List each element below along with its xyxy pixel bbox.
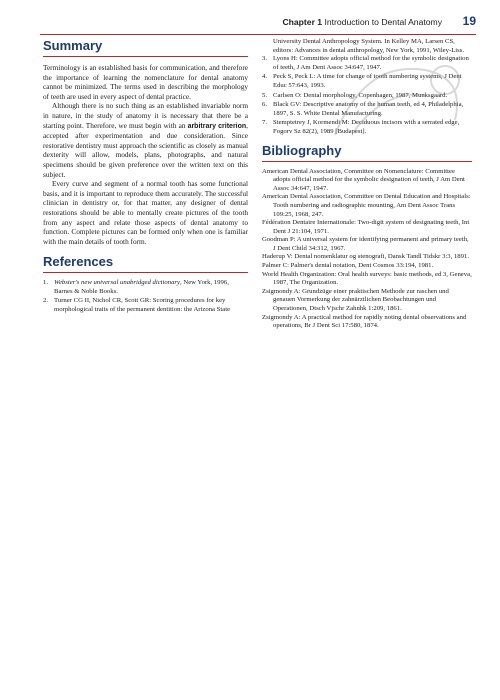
reference-item — [262, 73, 472, 90]
references-list-continued — [262, 55, 472, 136]
chapter-label: Chapter 1 — [282, 17, 323, 27]
header-text — [282, 17, 442, 27]
reference-number: 1. — [43, 279, 49, 287]
bibliography-item: Fédération Dentaire Internationale: Two-digit system of designating teeth, Int Dent J 21:104, 1971. — [262, 219, 470, 235]
bibliography-item: Haderup V: Dental nomenklatur og stenografi, Dansk Tandl Tidskr 3:3, 1891. — [262, 253, 470, 261]
reference-number: 6. — [262, 101, 268, 109]
bibliography-item: Zsigmondy A: Grundzüge einer praktischen Methode zur raschen und genauen Vormerkung der zahnärztlichen Beobachtungen und Operationen, Dtsch Vjschr Zahnhk 1:209, 1861. — [262, 287, 449, 313]
summary-paragraph-1: Terminology is an established basis for communication, and therefore the importance of learning the nomenclature for dental anatomy cannot be minimized. The terms used in describing the morphology of teeth are used in every aspect of dental practice. — [43, 63, 248, 101]
reference-item — [43, 297, 248, 314]
summary-heading: Summary — [43, 38, 248, 57]
reference-text: Black GV: Descriptive anatomy of the human teeth, ed 4, Philadelphia, 1897, S. S. White Dental Manufacturing. — [273, 101, 464, 117]
bibliography-list — [262, 168, 472, 331]
references-heading: References — [43, 254, 248, 273]
reference-text: Turner CG II, Nichol CR, Scott GR: Scoring procedures for key morphological traits of the permanent dentition: the Arizona State — [54, 297, 231, 314]
summary-paragraph-3: Every curve and segment of a normal tooth has some functional basis, and it is important to reproduce them accurately. The successful clinician in dentistry or, for that matter, any designer of dental restorations should be able to mentally create pictures of the tooth from any aspect and relate those aspects of dental anatomy to function. Complete pictures can be formed only when one is familiar with the main details of tooth form. — [43, 179, 248, 246]
reference-text: Stemptetrey J, Kormendi M: Deciduous incisors with a serrated edge, Fogorv Sz 82(2), 1989 [Budapest]. — [273, 119, 460, 135]
reference-number: 5. — [262, 91, 268, 99]
reference-item — [262, 92, 472, 101]
reference-item — [262, 101, 472, 118]
bibliography-item: Zsigmondy A: A practical method for rapidly noting dental observations and operations, Br J Dent Sci 17:580, 1874. — [262, 313, 467, 330]
bibliography-item: Palmer C: Palmer's dental notation, Dent Cosmos 33:194, 1981. — [262, 262, 434, 270]
references-list — [43, 279, 248, 314]
bibliography-item: American Dental Association, Committee on Nomenclature: Committee adopts official method for the symbolic designation of teeth, J Am Dent Assoc 34:647, 1947. — [262, 167, 465, 192]
bibliography-heading: Bibliography — [262, 143, 472, 162]
running-header — [40, 14, 476, 35]
reference-number: 2. — [43, 297, 49, 305]
page-number: 19 — [462, 14, 476, 28]
arbitrary-criterion-term: arbitrary criterion — [187, 122, 247, 130]
bibliography-item: World Health Organization: Oral health surveys: basic methods, ed 3, Geneva, 1987, The Organization. — [262, 270, 472, 287]
summary-paragraph-2 — [43, 101, 248, 179]
bibliography-item: Goodman P: A universal system for identifying permanent and primary teeth, J Dent Child 34:312, 1967. — [262, 236, 469, 252]
reference-details: , New York, 1996, Barnes & Noble Books. — [54, 279, 229, 295]
reference-title: Webster's new universal unabridged dictionary — [54, 279, 181, 287]
summary-p2-start: Although there is no such thing as an established invariable norm in nature, in the study of anatomy it is necessary that there be a starting point. Therefore, we must begin with an — [43, 101, 248, 130]
reference-text: Carlsen O: Dental morphology, Copenhagen, 1987, Munksgaard. — [273, 91, 448, 99]
reference-number: 3. — [262, 55, 268, 63]
bibliography-item: American Dental Association, Committee on Dental Education and Hospitals: Tooth numbering and radiographic mounting, Am Dent Assoc Trans 109:25, 1968, 247. — [262, 193, 471, 218]
reference-item — [262, 119, 472, 136]
reference-text: Peck S, Peck L: A time for change of tooth numbering systems, J Dent Educ 57:643, 1993. — [273, 73, 462, 89]
reference-number: 4. — [262, 73, 268, 81]
right-column — [262, 38, 472, 331]
reference-item — [262, 55, 472, 72]
reference-text: Lyons H: Committee adopts official method for the symbolic designation of teeth, J Am Dent Assoc 34:647, 1947. — [273, 55, 469, 71]
reference-item — [43, 279, 248, 296]
reference-number: 7. — [262, 119, 268, 127]
chapter-title: Introduction to Dental Anatomy — [324, 17, 442, 27]
reference-continuation: University Dental Anthropology System. In Kelley MA, Larsen CS, editors: Advances in dental anthropology, New York, 1991, Wiley-Liss. — [273, 38, 465, 54]
summary-p2-end: , accepted after experimentation and due consideration. Since restorative dentistry must approach the scientific as closely as manual dexterity will allow, models, plans, photographs, and natural specimens should be given preference over the written text on this subject. — [43, 120, 248, 179]
left-column — [43, 38, 248, 316]
